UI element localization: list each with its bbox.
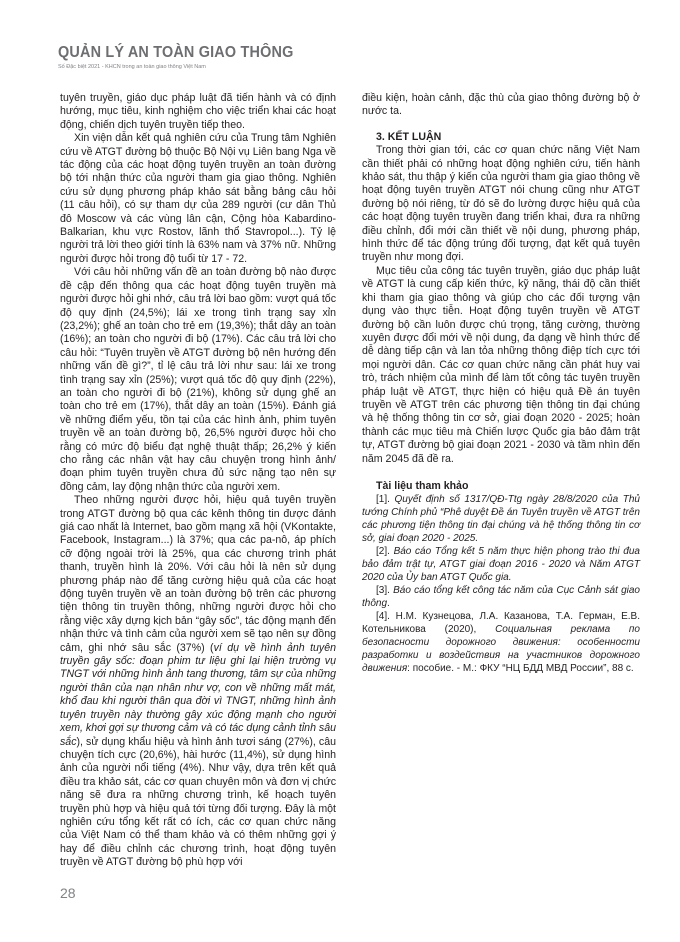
paragraph: tuyên truyền, giáo dục pháp luật đã tiến hành và có định hướng, mục tiêu, kinh nghiệm cho việc triển khai các hoạt động, chiến dịch tuyên truyền tiếp theo.	[60, 92, 336, 131]
ref-text: Báo cáo Tổng kết 5 năm thực hiện phong trào thi đua bảo đảm trật tự, ATGT giai đoạn 2016 - 2020 và Năm ATGT 2020 của Ủy ban ATGT Quốc gia.	[362, 546, 640, 584]
text-run: Theo những người được hỏi, hiệu quả tuyên truyền trong ATGT đường bộ qua các kênh thông tin được đánh giá cao nhất là Internet, bao gồm mạng xã hội (VKontakte, Facebook, Instagram...) là 37%; qua các pa-nô, áp phích cỡ động ngoài trời là 25%, qua các chương trình phát thanh, truyền hình là 20%. Với câu hỏi là nên sử dụng phương pháp nào để tăng cường hiệu quả của các hoạt động tuyên truyền về an toàn đường bộ trên các phương tiện thông tin truyền thông, những người được hỏi cho rằng việc xây dựng kịch bản “gây sốc”, tác động mạnh đến nhận thức và tình cảm của người xem sẽ tạo nên sự đồng cảm, ghi nhớ sâu sắc (37%) (	[60, 494, 336, 654]
ref-number: [1].	[376, 494, 395, 506]
ref-number: [2].	[376, 546, 394, 558]
right-column	[362, 92, 640, 675]
reference-2	[362, 545, 640, 584]
ref-text: Báo cáo tổng kết công tác năm của Cục Cảnh sát giao thông	[362, 585, 640, 610]
section-heading: 3. KẾT LUẬN	[376, 130, 442, 143]
ref-number: [3].	[376, 585, 394, 597]
reference-1	[362, 493, 640, 545]
left-column	[60, 92, 336, 870]
ref-end: .	[387, 598, 390, 610]
references-title: Tài liệu tham khảo	[376, 479, 469, 492]
paragraph: Mục tiêu của công tác tuyên truyền, giáo dục pháp luật về ATGT là cung cấp kiến thức, kỹ năng, thái độ cần thiết khi tham gia giao thông và giúp cho các đối tượng vận dụng vào thực tiễn. Hoạt động tuyên truyền về ATGT đường bộ cần luôn được chú trọng, tăng cường, thường xuyên được đổi mới về nội dung, đa dạng về hình thức để dễ dàng tiếp cận và lan tỏa những thông điệp tích cực tới mọi người dân. Các cơ quan chức năng cần phát huy vai trò, trách nhiệm của mình để làm tốt công tác tuyên truyền pháp luật về ATGT, thực hiện có hiệu quả Đề án tuyên truyền về ATGT trên các phương tiện thông tin đại chúng và hệ thống thông tin cơ sở, giai đoạn 2020 - 2025; hoàn thành các mục tiêu mà Chiến lược Quốc gia bảo đảm trật tự, ATGT đường bộ giai đoạn 2021 - 2030 và tầm nhìn đến năm 2045 đã đề ra.	[362, 264, 640, 465]
reference-3	[362, 584, 640, 610]
page-header	[58, 44, 311, 71]
paragraph: Trong thời gian tới, các cơ quan chức năng Việt Nam cần thiết phải có những hoạt động nghiên cứu, tiến hành khảo sát, thu thập ý kiến của người tham gia giao thông về hoạt động tuyên truyền ATGT nói chung cũng như ATGT đường bộ nói riêng, từ đó sẽ đo lường được hiệu quả của các hoạt động tuyên truyền đang triển khai, đưa ra những điều chỉnh, đổi mới cần thiết về nội dung, phương pháp, hình thức để tác động trúng đối tượng, đạt kết quả tuyên truyền như mong đợi.	[362, 144, 640, 264]
paragraph: điều kiện, hoàn cảnh, đặc thù của giao thông đường bộ ở nước ta.	[362, 92, 640, 118]
page-number: 28	[60, 885, 76, 901]
text-run: ), sử dụng khẩu hiệu và hình ảnh tươi sáng (27%), câu chuyện tích cực (20,6%), hài hước (11,4%), sử dụng hình ảnh của người nổi tiếng (4%). Như vậy, dựa trên kết quả điều tra khảo sát, các cơ quan chuyên môn và đơn vị chức năng sẽ đưa ra những chương trình, kế hoạch tuyên truyền phù hợp và hiệu quả tới từng đối tượng. Đây là một nghiên cứu tổng kết rất có ích, các cơ quan chức năng của Việt Nam có thể tham khảo và có thêm những gợi ý hay để điều chỉnh các chương trình, hoạt động tuyên truyền về ATGT đường bộ phù hợp với	[60, 735, 336, 869]
paragraph: Xin viện dẫn kết quả nghiên cứu của Trung tâm Nghiên cứu về ATGT đường bộ thuộc Bộ Nội vụ Liên bang Nga về tác động của các hoạt động tuyên truyền an toàn đường bộ tới nhận thức của người tham gia giao thông. Nghiên cứu sử dụng phương pháp khảo sát bằng bảng câu hỏi (11 câu hỏi), có sự tham dự của 289 người (cư dân Thủ đô Moscow và các vùng lân cận, Cộng hòa Kabardino-Balkarian, khu vực Rostov, lãnh thổ Stavropol...). Tỷ lệ người trả lời theo giới tính là 63% nam và 37% nữ. Những người được hỏi trong độ tuổi từ 17 - 72.	[60, 132, 336, 265]
ref-text: Quyết định số 1317/QĐ-Ttg ngày 28/8/2020 của Thủ tướng Chính phủ “Phê duyệt Đề án Tuyên truyền về ATGT trên các phương tiện thông tin đại chúng và hệ thống thông tin cơ sở, giai đoạn 2020 - 2025.	[362, 494, 640, 545]
magazine-subtitle: Số Đặc biệt 2021 - KHCN trong an toàn giao thông Việt Nam	[58, 64, 206, 70]
paragraph	[60, 494, 336, 869]
ref-end: : пособие. - М.: ФКУ “НЦ БДД МВД России”, 88 с.	[407, 663, 634, 675]
italic-example: ví dụ về hình ảnh tuyên truyền gây sốc: đoạn phim tư liệu ghi lại hiện trường vụ TNGT với những hình ảnh tang thương, tâm sự của những người thân của nạn nhân như vợ, con về những mất mát, khổ đau khi người thân qua đời vì TNGT, những hình ảnh tuyên truyền này thường gây xúc động mạnh cho người xem, khơi gợi sự thương cảm và có tác dụng cảnh tỉnh sâu sắc	[60, 641, 336, 748]
ref-title: Социальная реклама по безопасности дорожного движения: особенности разработки и воздействия на участников дорожного движения	[362, 624, 640, 675]
magazine-title: QUẢN LÝ AN TOÀN GIAO THÔNG	[58, 44, 294, 61]
paragraph: Với câu hỏi những vấn đề an toàn đường bộ nào được đề cập đến thông qua các hoạt động tuyên truyền mà người được hỏi ghi nhớ, câu trả lời bao gồm: vượt quá tốc độ quy định (24,5%); lái xe trong tình trạng say xỉn (23,2%); ghế an toàn cho trẻ em (19,3%); thắt dây an toàn (16%); an toàn cho người đi bộ (17%). Các câu trả lời cho câu hỏi: “Tuyên truyền về ATGT đường bộ nên hướng đến những vấn đề gì?”, tỉ lệ câu trả lời như sau: lái xe trong tình trạng say xỉn (25%); vượt quá tốc độ quy định (22%), an toàn cho người đi bộ (21%), không sử dụng ghế an toàn cho trẻ em (17%), thắt dây an toàn (15%). Đánh giá về những điểm yếu, tồn tại của các hình ảnh, phim tuyên truyền về an toàn đường bộ, 26,5% người được hỏi cho rằng có mức độ biểu đạt nghệ thuật thấp; 26,2% ý kiến cho rằng các nhân vật hay câu chuyện trong hình ảnh/đoạn phim tuyên truyền chưa đủ sức nặng tạo nên sự đồng cảm, lay động nhận thức của người xem.	[60, 266, 336, 493]
ref-authors: [4]. Н.М. Кузнецова, Л.А. Казанова, Т.А. Герман, Е.В. Котельникова (2020),	[362, 611, 640, 636]
reference-4	[362, 610, 640, 675]
